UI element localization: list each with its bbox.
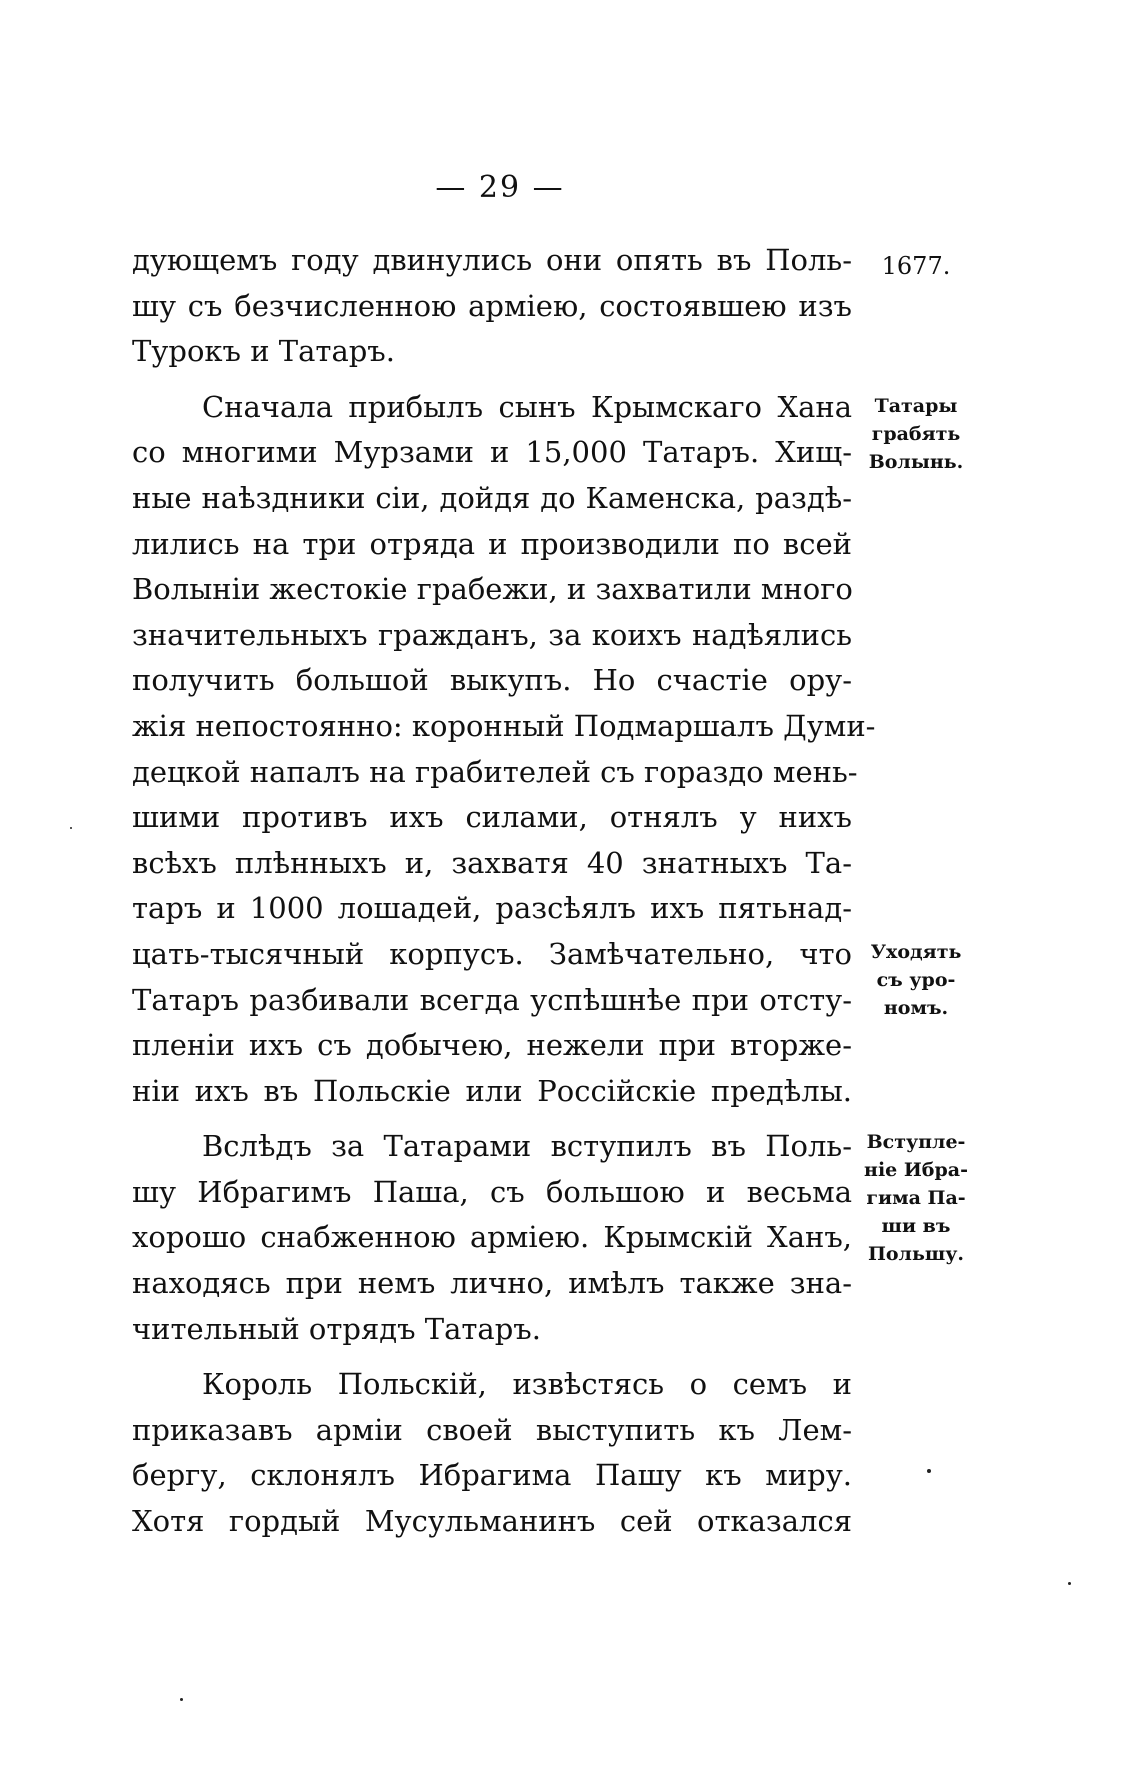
text-line: Хотя гордый Мусульманинъ сей отказался bbox=[132, 1504, 852, 1539]
scan-speck bbox=[180, 1698, 183, 1701]
margin-note-line: съ уро- bbox=[876, 969, 956, 991]
margin-note-line: Уходять bbox=[870, 941, 962, 963]
margin-note-line: Татары bbox=[874, 395, 958, 417]
text-line: Волыніи жестокіе грабежи, и захватили много bbox=[132, 572, 853, 607]
text-line: чительный отрядъ Татаръ. bbox=[132, 1311, 541, 1346]
text-line: таръ и 1000 лошадей, разсѣялъ ихъ пятьнад- bbox=[132, 891, 852, 926]
text-line: цать-тысячный корпусъ. Замѣчательно, что bbox=[132, 936, 852, 971]
text-line: шу съ безчисленною арміею, состоявшею изъ bbox=[132, 288, 852, 323]
margin-note-line: 1677. bbox=[881, 252, 951, 280]
margin-note-line: Вступле- bbox=[866, 1131, 966, 1153]
text-line: Король Польскій, извѣстясь о семъ и bbox=[202, 1367, 852, 1402]
paragraph bbox=[132, 238, 852, 375]
text-line: находясь при немъ лично, имѣлъ также зна- bbox=[132, 1266, 852, 1301]
text-line: Татаръ разбивали всегда успѣшнѣе при отсту- bbox=[132, 982, 852, 1017]
scan-speck bbox=[1068, 1582, 1071, 1585]
text-line: децкой напалъ на грабителей съ гораздо мень- bbox=[132, 754, 858, 789]
margin-note-tatars-raid bbox=[860, 392, 972, 476]
text-line: жія непостоянно: коронный Подмаршалъ Думи- bbox=[132, 708, 876, 743]
margin-note-year bbox=[860, 252, 972, 280]
paragraph bbox=[132, 1124, 852, 1352]
margin-note-line: Волынь. bbox=[868, 451, 964, 473]
margin-note-retreat bbox=[860, 938, 972, 1022]
text-line: шими противъ ихъ силами, отнялъ у нихъ bbox=[132, 800, 852, 835]
text-line: со многими Мурзами и 15,000 Татаръ. Хищ- bbox=[132, 435, 852, 470]
margin-note-ibrahim-entry bbox=[860, 1128, 972, 1268]
margin-note-line: гима Па- bbox=[866, 1187, 966, 1209]
margin-note-line: номъ. bbox=[883, 997, 949, 1019]
scan-speck bbox=[927, 1469, 931, 1473]
text-line: значительныхъ гражданъ, за коихъ надѣялись bbox=[132, 617, 852, 652]
text-line: получить большой выкупъ. Но счастіе ору- bbox=[132, 663, 852, 698]
page-number: — 29 — bbox=[435, 170, 565, 205]
text-line: пленіи ихъ съ добычею, нежели при вторже- bbox=[132, 1028, 852, 1063]
text-line: дующемъ году двинулись они опять въ Поль- bbox=[132, 243, 852, 277]
margin-note-line: грабять bbox=[871, 423, 961, 445]
paragraph bbox=[132, 385, 876, 1115]
text-line: ные наѣздники сіи, дойдя до Каменска, раздѣ- bbox=[132, 480, 852, 515]
body-text bbox=[132, 238, 876, 1545]
text-line: Вслѣдъ за Татарами вступилъ въ Поль- bbox=[202, 1129, 852, 1164]
text-line: ніи ихъ въ Польскіе или Россійскіе предѣлы. bbox=[132, 1073, 852, 1108]
text-line: Сначала прибылъ сынъ Крымскаго Хана bbox=[202, 389, 852, 424]
text-line: лились на три отряда и производили по всей bbox=[132, 526, 852, 561]
margin-note-line: ши въ bbox=[881, 1215, 951, 1237]
text-line: шу Ибрагимъ Паша, съ большою и весьма bbox=[132, 1174, 852, 1209]
margin-note-line: Польшу. bbox=[867, 1243, 965, 1265]
margin-note-line: ніе Ибра- bbox=[864, 1159, 968, 1181]
scan-speck bbox=[70, 827, 72, 829]
text-line: хорошо снабженною арміею. Крымскій Ханъ, bbox=[132, 1220, 852, 1255]
text-line: бергу, склонялъ Ибрагима Пашу къ миру. bbox=[132, 1458, 852, 1493]
paragraph bbox=[132, 1362, 852, 1544]
text-line: приказавъ арміи своей выступить къ Лем- bbox=[132, 1412, 852, 1447]
text-line: всѣхъ плѣнныхъ и, захватя 40 знатныхъ Та- bbox=[132, 845, 852, 880]
text-line: Турокъ и Татаръ. bbox=[132, 334, 395, 369]
